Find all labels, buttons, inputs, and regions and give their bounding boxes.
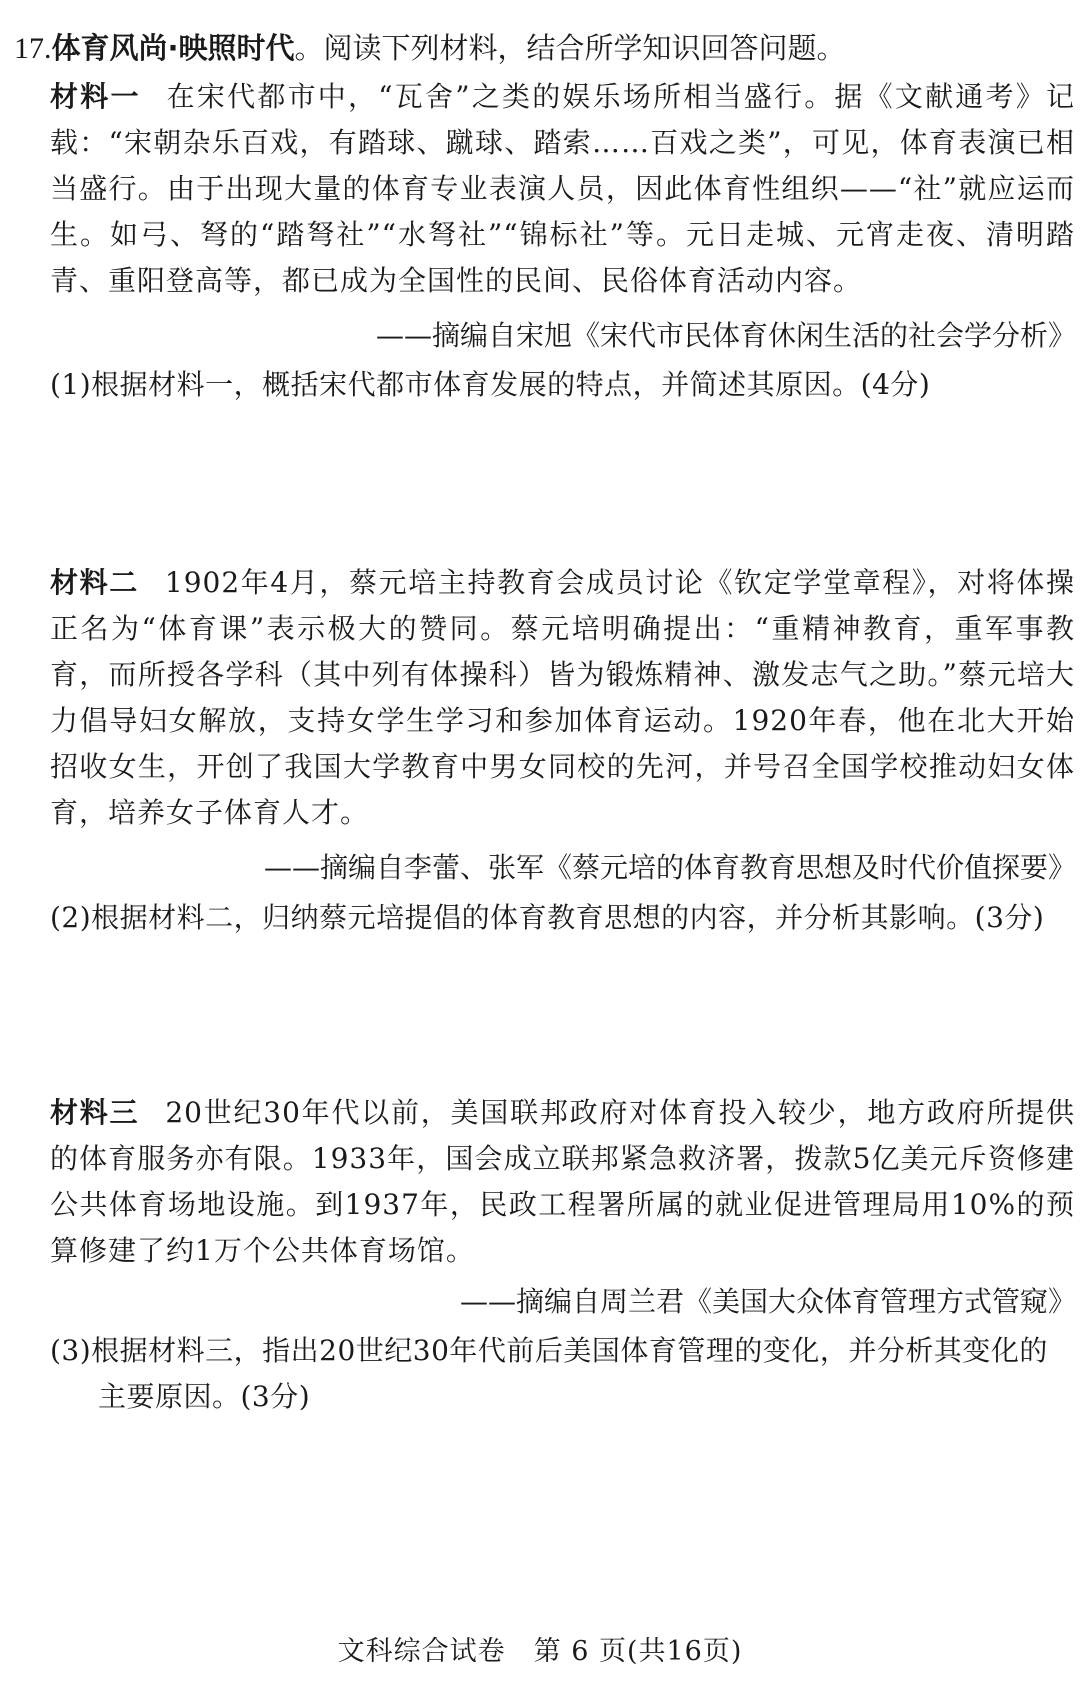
question-3 <box>50 1328 1075 1420</box>
question-1: (1)根据材料一，概括宋代都市体育发展的特点，并简述其原因。(4分) <box>50 368 931 401</box>
material-3-label: 材料三 <box>50 1096 140 1129</box>
material-2 <box>50 560 1075 836</box>
material-2-label: 材料二 <box>50 566 139 599</box>
page-footer: 文科综合试卷 第 6 页(共16页) <box>337 1636 743 1667</box>
question-heading <box>14 28 846 69</box>
question-instruction: 。阅读下列材料，结合所学知识回答问题。 <box>294 31 846 65</box>
question-3-continuation: 主要原因。(3分) <box>98 1380 311 1413</box>
material-1-label: 材料一 <box>50 80 141 113</box>
material-3-source: ——摘编自周兰君《美国大众体育管理方式管窥》 <box>459 1285 1076 1318</box>
material-3-text: 20世纪30年代以前，美国联邦政府对体育投入较少，地方政府所提供的体育服务亦有限。1933年，国会成立联邦紧急救济署，拨款5亿美元斥资修建公共体育场地设施。到1937年，民政工程署所属的就业促进管理局用10%的预算修建了约1万个公共体育场馆。 <box>50 1096 1075 1267</box>
material-2-text: 1902年4月，蔡元培主持教育会成员讨论《钦定学堂章程》，对将体操正名为“体育课”表示极大的赞同。蔡元培明确提出：“重精神教育，重军事教育，而所授各学科（其中列有体操科）皆为锻炼精神、激发志气之助。”蔡元培大力倡导妇女解放，支持女学生学习和参加体育运动。1920年春，他在北大开始招收女生，开创了我国大学教育中男女同校的先河，并号召全国学校推动妇女体育，培养女子体育人才。 <box>50 566 1075 829</box>
material-2-source: ——摘编自李蕾、张军《蔡元培的体育教育思想及时代价值探要》 <box>263 851 1076 884</box>
question-theme: 体育风尚·映照时代 <box>51 31 295 65</box>
material-1 <box>50 74 1075 304</box>
material-3 <box>50 1090 1075 1274</box>
question-number: 17. <box>14 32 52 65</box>
material-1-source: ——摘编自宋旭《宋代市民体育休闲生活的社会学分析》 <box>375 319 1076 352</box>
question-3-text: (3)根据材料三，指出20世纪30年代前后美国体育管理的变化，并分析其变化的 <box>50 1334 1048 1367</box>
material-1-text: 在宋代都市中，“瓦舍”之类的娱乐场所相当盛行。据《文献通考》记载：“宋朝杂乐百戏，有踏球、蹴球、踏索……百戏之类”，可见，体育表演已相当盛行。由于出现大量的体育专业表演人员，因此体育性组织——“社”就应运而生。如弓、弩的“踏弩社”“水弩社”“锦标社”等。元日走城、元宵走夜、清明踏青、重阳登高等，都已成为全国性的民间、民俗体育活动内容。 <box>50 80 1075 297</box>
question-2: (2)根据材料二，归纳蔡元培提倡的体育教育思想的内容，并分析其影响。(3分) <box>50 901 1045 934</box>
